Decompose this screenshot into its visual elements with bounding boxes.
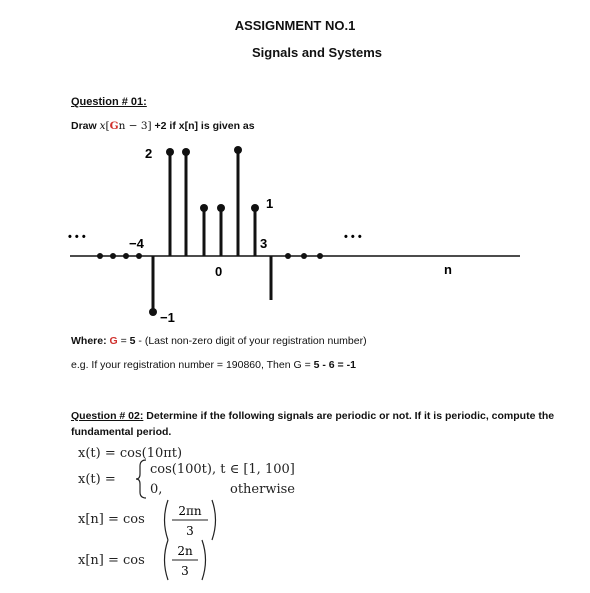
eq2-lhs: x(t) = [78,472,116,487]
eq2-case1: cos(100t), t ∈ [1, 100] [150,462,295,477]
q2-heading: Question # 02: [71,410,144,422]
where-label: Where: [71,335,107,347]
label-neg4: −4 [129,236,144,251]
q1-instruction [71,120,255,132]
eq3-fraction [160,498,220,542]
label-neg1: −1 [160,310,175,325]
example-text: e.g. If your registration number = 190860, Then G = [71,359,314,371]
where-desc: - (Last non-zero digit of your registration number) [135,335,367,347]
example-calc: 5 - 6 = -1 [313,359,356,371]
eq4-numerator: 2n [177,544,193,558]
eq4-denominator: 3 [181,564,189,578]
label-1: 1 [266,196,274,211]
eq4-lhs: x[n] = cos [78,553,145,568]
q1-instr-g: G [109,120,119,132]
zero-samples-right [285,253,323,259]
eq1: x(t) = cos(10πt) [78,446,183,461]
course-title: Signals and Systems [251,45,383,60]
where-eq: = [117,335,130,347]
label-n: n [444,262,452,277]
label-2: 2 [145,146,153,161]
q1-instr-open: [ [105,120,110,132]
eq3-denominator: 3 [186,524,194,538]
eq3-numerator: 2πn [178,504,202,518]
q1-instr-prefix: Draw [71,120,100,132]
ellipsis-right: • • • [344,231,362,243]
q1-instr-x: x [99,120,106,132]
label-0: 0 [215,264,223,279]
where-line [71,335,367,347]
eq3-lhs: x[n] = cos [78,512,145,527]
q1-heading: Question # 01: [71,96,147,108]
stem-plot [60,140,530,330]
q2-heading-text: Determine if the following signals are periodic or not. If it is periodic, compute the fundamental period. [71,410,555,438]
q1-instr-rest: n − 3] [118,120,152,132]
eq4-fraction [160,538,210,582]
ellipsis-left: • • • [68,231,86,243]
example-line [71,359,356,371]
eq2-case2-cond: otherwise [230,482,295,497]
stems [153,150,274,310]
label-3: 3 [260,236,268,251]
where-value: 5 [129,335,136,347]
eq2-brace [134,458,148,500]
q1-instr-suffix: +2 if x[n] is given as [151,120,255,132]
assignment-title: ASSIGNMENT NO.1 [234,18,356,33]
q2-heading-block [71,408,566,440]
eq2-case2-value: 0, [150,482,163,497]
where-g: G [109,335,118,347]
